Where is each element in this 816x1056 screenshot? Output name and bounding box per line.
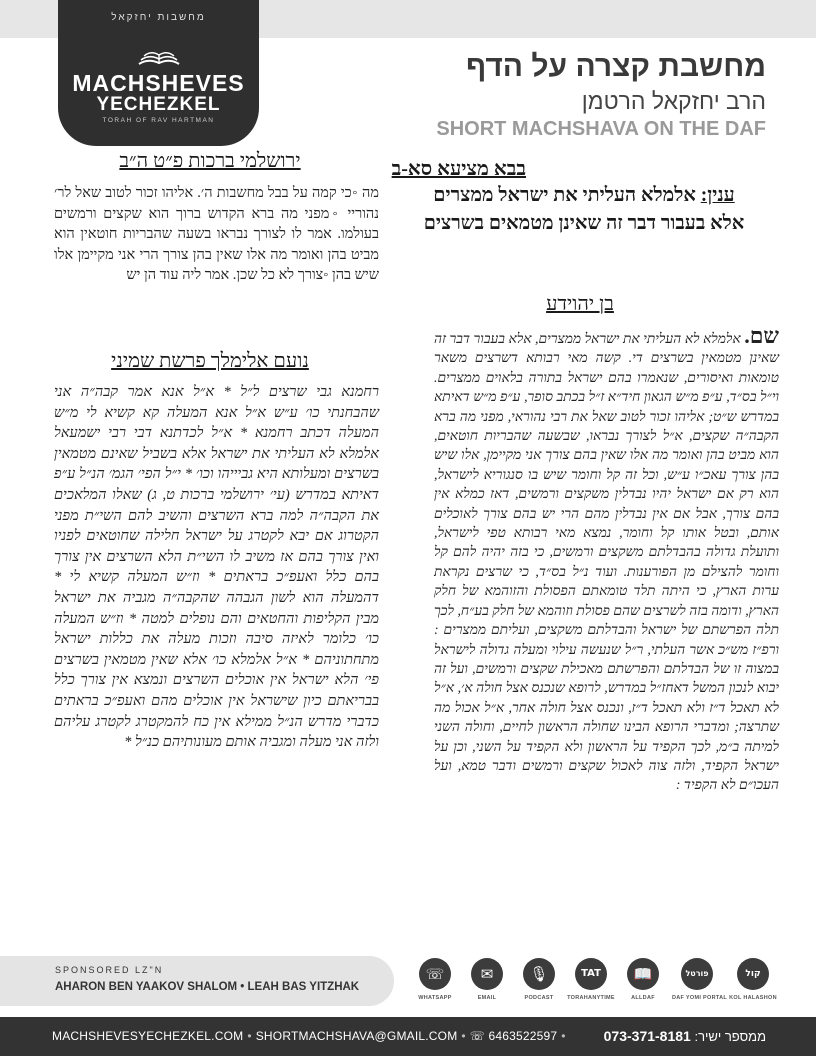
platform-label: EMAIL (477, 995, 497, 1001)
platform-torahanytime[interactable] (566, 958, 616, 1001)
email-link[interactable]: SHORTMACHSHAVA@GMAIL.COM (255, 1029, 458, 1043)
topic-line1: אלמלא העליתי את ישראל ממצרים (433, 185, 701, 206)
ben-yehoyada-lead: שם. (744, 323, 779, 348)
torahanytime-icon[interactable]: TAT (575, 958, 607, 990)
direct-line-number[interactable]: 073-371-8181 (603, 1028, 691, 1044)
footer (0, 1017, 816, 1056)
noam-title: נועם אלימלך פרשת שמיני (111, 350, 309, 372)
logo (58, 0, 259, 146)
direct-line-label: ממספר ישיר: (694, 1029, 766, 1044)
noam-text: רחמנא גבי שרצים ל״ל * א״ל אנא אמר קבה״ה אני שהבחנתי כו׳ ע״ש א״ל אנא המעלה קא קשיא לי מ״ש המעלה דכתב רחמנא * א״ל לכדתנא דבי רבי ישמעאל אלמלא לא העליתי את ישראל אלא בשביל שאינם מטמאין בשרצים ומעלותא היא גביייהו וכו׳ * י״ל הפי׳ הגמ׳ הנ״ל ע״פ דאיתא במדרש (עי׳ ירושלמי ברכות ט, ג) שאלו המלאכים את הקבה״ה למה ברא השרצים והשיב להם השי״ת מפני הקטרוג אם יבא לקטרג על ישראל חלילה שחוטאים לפניו ואין צורך בהם אז משיב לו השי״ת הלא השרצים אין צורך בהם כלל ואעפ״כ בראתים * וז״ש המעלה קשיא לי * דהמעלה הוא לשון הגבהה שהקבה״ה מגביה את ישראל מבין הקליפות והחטאים והם נופלים למטה * וז״ש המעלה כו׳ כלומר לאיזה סיבה וזכות מעלה את כללות ישראל מתחתוניהם * א״ל אלמלא כו׳ אלא שאין מטמאין בשרצים פי׳ הלא ישראל אין אוכלים השרצים ונמצא אין צורך כלל בבריאתם כיון שישראל אין אוכלים מהם ואעפ״כ בראתים כדברי מדרש הנ״ל ממילא אין כח להמקטרג לקטרג עליהם ולזה אני מעלה ומגביה אותם מעונותיהם כנ״ל * (54, 384, 379, 751)
topic (380, 182, 788, 238)
platform-label: PODCAST (524, 995, 554, 1001)
ben-yehoyada-title: בן יהוידע (546, 293, 614, 315)
topic-line2: אלא בעבור דבר זה שאינן מטמאים בשרצים (423, 213, 745, 234)
dafyomi-portal-icon[interactable]: פורטל (681, 958, 713, 990)
platform-podcast[interactable] (514, 958, 564, 1001)
alldaf-icon[interactable]: 📖 (627, 958, 659, 990)
author: הרב יחזקאל הרטמן (581, 88, 766, 114)
direct-line (604, 1028, 766, 1044)
kolhalashon-icon[interactable]: קול (737, 958, 769, 990)
english-title: SHORT MACHSHAVA ON THE DAF (436, 118, 766, 140)
platform-kolhalashon[interactable] (728, 958, 778, 1001)
whatsapp-icon[interactable]: ☏ (419, 958, 451, 990)
daf-reference: בבא מציעא סא-ב (391, 158, 526, 180)
sponsor-names: AHARON BEN YAAKOV SHALOM • LEAH BAS YITZHAK (55, 981, 360, 993)
platform-dafyomi-portal[interactable] (672, 958, 728, 1001)
yerushalmi-text: מה ◦כי קמה על בבל מחשבות ה׳. אליהו זכור לטוב שאל לר׳ נהוריי ◦מפני מה ברא הקדוש ברוך הוא שקצים ורמשים בעולמו. אמר לו לצורך נבראו בשעה שהבריות חוטאין הוא מביט בהן ואומר מה אלו שאין בהן צורך הרי אני מקיימן אלו שיש בהן ◦צורך לא כל שכן. אמר ליה עוד הן יש (54, 185, 379, 284)
topic-label: ענין: (700, 185, 735, 206)
logo-tagline: TORAH OF RAV HARTMAN (102, 117, 215, 124)
sponsor-label: SPONSORED LZ"N (55, 965, 164, 975)
website-link[interactable]: MACHSHEVESYECHEZKEL.COM (52, 1029, 244, 1043)
ben-yehoyada-text (434, 323, 779, 795)
open-book-icon (136, 44, 182, 68)
footer-contacts: MACHSHEVESYECHEZKEL.COM • SHORTMACHSHAVA@GMAIL.COM • ☏ 6463522597 • (52, 1029, 566, 1043)
platform-label: DAF YOMI PORTAL (672, 995, 728, 1001)
platform-label: TORAHANYTIME (567, 995, 615, 1001)
whatsapp-icon: ☏ (469, 1029, 489, 1043)
email-icon[interactable]: ✉ (471, 958, 503, 990)
podcast-icon[interactable]: 🎙 (523, 958, 555, 990)
platform-email[interactable] (462, 958, 512, 1001)
whatsapp-number[interactable]: 6463522597 (488, 1029, 558, 1043)
logo-line2: YECHEZKEL (96, 94, 221, 115)
logo-line1: MACHSHEVES (72, 70, 245, 96)
platform-whatsapp[interactable] (410, 958, 460, 1001)
platform-label: WHATSAPP (418, 995, 452, 1001)
ben-yehoyada-body: אלמלא לא העליתי את ישראל ממצרים, אלא בעבור דבר זה שאינן מטמאין בשרצים די. קשה מאי רבותא דשרצים משאר טומאות ואיסורים, שנאמרו בהם ישראל בתורה בלאוים ממצרים. וי״ל בס״ד, ע״פ מ״ש הגאון חיד״א ז״ל בכתב סופר, ע״פ מ״ש דאיתא במדרש ש״ט; אליהו זכור לטוב שאל את רבי נהוראי, מפני מה ברא הקבה״ה שקצים, א״ל לצורך נבראו, שבשעה שהבריות חוטאים, הוא מביט בהן ואומר מה אלו שאין בהם צורך אני מקיימן, אלו שיש בהן צורך עאכ״ו ע״ש, וכל זה קל וחומר שיש בו סנגוריא לישראל, הוא רק אם ישראל יהיו נבדלין משקצים ורמשים, דאז כמלא אין בהם צורך, אבל אם אין נבדלין מהם הרי יש בהם צורך לאוכלים אותם, ובטל אותו קל וחומר, נמצא מאי רבותא טפי לישראל, ותועלת גדולה בהבדלתם משקצים ורמשים, כי בזה יהיה להם קל וחומר להצילם מן הפורענות. ועוד נ״ל בס״ד, כי שרצים נקראת ערות הארץ, כי היתה תלד טומאתם הפסולת והזוהמא של חלק הארץ, ודומה בזה לשרצים שהם פסולת וזוהמא של חלק בע״ח, לכך תלה הפרשתם של ישראל והבדלתם משקצים, ועליתם ממצרים : ורפ״ז מש״כ אשר העלתי, ר״ל שנעשה עילוי ומעלה גדולה לישראל במצוה זו של הבדלתם והפרשתם מאכילת שקצים ורמשים, ועל זה יבוא לנכון המשל דאחז״ל במדרש, לרופא שנכנס אצל חולה א׳, א״ל לא תאכל ד״ז ולא תאכל ד״ז, ונכנס אצל חולה אחר, א״ל אכול מה שתרצה; ומדברי הרופא הבינו שחולה הראשון לחיים, וחולה השני למיתה ב״מ, לכך הקפיד על הראשון ולא הקפיד על השני, וכן על ישראל הקפיד, ולזה צוה לאכול שקצים ורמשים ודבר טמא, ועל העכו״ם לא הקפיד : (434, 331, 779, 793)
platform-alldaf[interactable] (618, 958, 668, 1001)
platform-label: ALLDAF (631, 995, 655, 1001)
platform-label: KOL HALASHON (729, 995, 777, 1001)
yerushalmi-title: ירושלמי ברכות פ״ט ה״ב (119, 150, 301, 172)
logo-hebrew: מחשבות יחזקאל (111, 12, 206, 23)
platform-links (410, 958, 790, 1010)
page-title: מחשבת קצרה על הדף (465, 50, 766, 83)
